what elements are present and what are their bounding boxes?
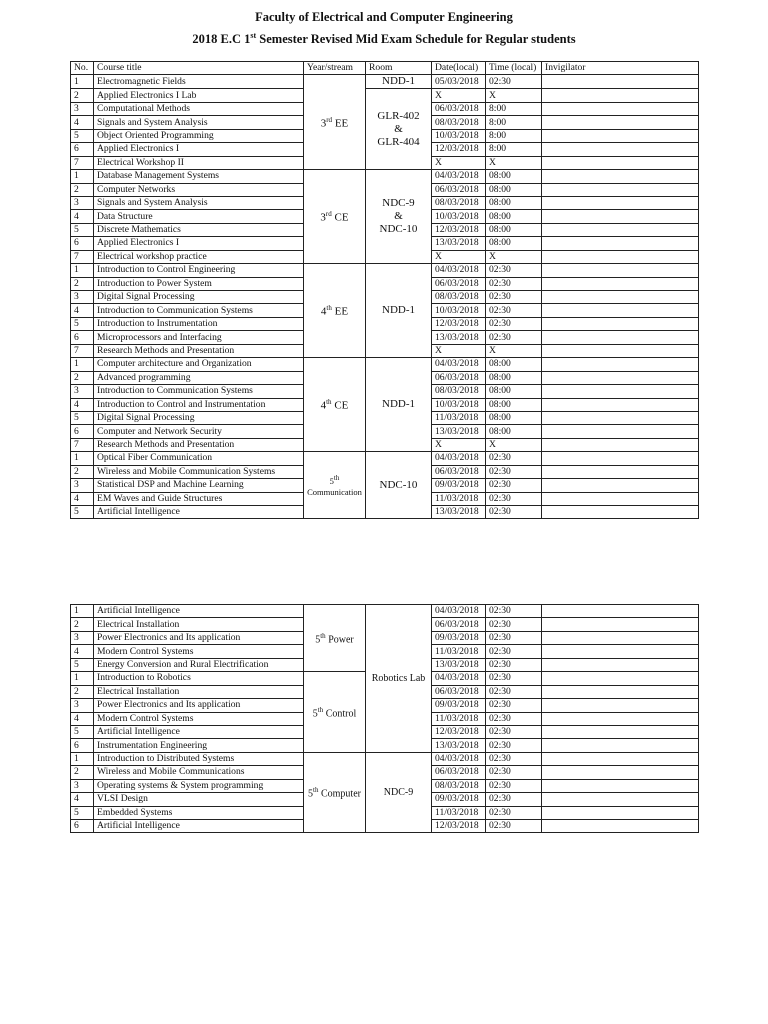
course-title: Signals and System Analysis	[94, 196, 304, 209]
course-title: VLSI Design	[94, 793, 304, 806]
course-number: 6	[71, 425, 94, 438]
exam-time: 02:30	[486, 291, 542, 304]
invigilator	[542, 631, 699, 644]
invigilator	[542, 793, 699, 806]
exam-date: 13/03/2018	[432, 658, 486, 671]
course-title: Introduction to Control and Instrumentation	[94, 398, 304, 411]
exam-date: 08/03/2018	[432, 196, 486, 209]
exam-date: 10/03/2018	[432, 398, 486, 411]
course-number: 2	[71, 89, 94, 102]
exam-time: 02:30	[486, 605, 542, 618]
course-number: 1	[71, 672, 94, 685]
exam-date: 08/03/2018	[432, 385, 486, 398]
document-subtitle: 2018 E.C 1st Semester Revised Mid Exam Schedule for Regular students	[192, 31, 576, 47]
invigilator	[542, 371, 699, 384]
course-number: 5	[71, 725, 94, 738]
course-number: 2	[71, 371, 94, 384]
exam-date: X	[432, 156, 486, 169]
invigilator	[542, 250, 699, 263]
course-number: 4	[71, 645, 94, 658]
invigilator	[542, 75, 699, 89]
course-title: Wireless and Mobile Communication Systems	[94, 465, 304, 478]
course-number: 5	[71, 317, 94, 330]
course-title: Digital Signal Processing	[94, 291, 304, 304]
course-number: 5	[71, 223, 94, 236]
exam-date: 11/03/2018	[432, 806, 486, 819]
exam-date: 11/03/2018	[432, 645, 486, 658]
invigilator	[542, 223, 699, 236]
course-title: Applied Electronics I	[94, 237, 304, 250]
course-title: Introduction to Distributed Systems	[94, 752, 304, 765]
invigilator	[542, 317, 699, 330]
course-number: 5	[71, 129, 94, 142]
exam-date: 09/03/2018	[432, 793, 486, 806]
exam-date: 06/03/2018	[432, 102, 486, 115]
invigilator	[542, 492, 699, 505]
column-header: Room	[366, 62, 432, 75]
room-cell: NDC-9	[366, 752, 432, 833]
exam-time: 08:00	[486, 371, 542, 384]
course-number: 6	[71, 820, 94, 833]
course-number: 4	[71, 116, 94, 129]
exam-time: 08:00	[486, 223, 542, 236]
course-title: Database Management Systems	[94, 170, 304, 183]
exam-time: 08:00	[486, 210, 542, 223]
exam-time: 02:30	[486, 658, 542, 671]
exam-time: 8:00	[486, 143, 542, 156]
exam-date: 10/03/2018	[432, 210, 486, 223]
course-title: Research Methods and Presentation	[94, 344, 304, 357]
course-title: Operating systems & System programming	[94, 779, 304, 792]
course-number: 6	[71, 739, 94, 752]
exam-date: 06/03/2018	[432, 618, 486, 631]
course-title: Electrical Installation	[94, 618, 304, 631]
exam-time: 02:30	[486, 331, 542, 344]
course-title: Signals and System Analysis	[94, 116, 304, 129]
year-stream-cell: 5th Control	[304, 672, 366, 753]
invigilator	[542, 806, 699, 819]
room-cell: GLR-402 & GLR-404	[366, 89, 432, 170]
course-title: Computer Networks	[94, 183, 304, 196]
table-row	[71, 605, 699, 618]
invigilator	[542, 672, 699, 685]
exam-time: X	[486, 156, 542, 169]
course-number: 5	[71, 411, 94, 424]
course-title: Electrical Workshop II	[94, 156, 304, 169]
course-title: Computer and Network Security	[94, 425, 304, 438]
course-title: Advanced programming	[94, 371, 304, 384]
exam-time: 02:30	[486, 304, 542, 317]
year-stream-cell: 4th CE	[304, 358, 366, 452]
exam-date: 11/03/2018	[432, 712, 486, 725]
course-title: Modern Control Systems	[94, 712, 304, 725]
course-number: 4	[71, 712, 94, 725]
exam-time: 02:30	[486, 264, 542, 277]
course-number: 1	[71, 358, 94, 371]
course-number: 3	[71, 291, 94, 304]
exam-time: 02:30	[486, 793, 542, 806]
invigilator	[542, 143, 699, 156]
exam-time: 02:30	[486, 465, 542, 478]
exam-time: X	[486, 438, 542, 451]
year-stream-cell: 5th Power	[304, 605, 366, 672]
invigilator	[542, 129, 699, 142]
course-title: Introduction to Power System	[94, 277, 304, 290]
column-header: Time (local)	[486, 62, 542, 75]
invigilator	[542, 385, 699, 398]
course-title: Power Electronics and Its application	[94, 631, 304, 644]
course-title: Introduction to Instrumentation	[94, 317, 304, 330]
course-number: 1	[71, 264, 94, 277]
course-number: 2	[71, 766, 94, 779]
exam-schedule-table-1	[70, 61, 699, 519]
exam-time: 08:00	[486, 398, 542, 411]
invigilator	[542, 752, 699, 765]
exam-date: 12/03/2018	[432, 223, 486, 236]
course-title: Power Electronics and Its application	[94, 699, 304, 712]
invigilator	[542, 304, 699, 317]
exam-time: 02:30	[486, 712, 542, 725]
exam-time: 02:30	[486, 317, 542, 330]
invigilator	[542, 739, 699, 752]
invigilator	[542, 183, 699, 196]
invigilator	[542, 465, 699, 478]
exam-date: 09/03/2018	[432, 631, 486, 644]
invigilator	[542, 398, 699, 411]
course-title: Digital Signal Processing	[94, 411, 304, 424]
column-header: Date(local)	[432, 62, 486, 75]
course-title: Object Oriented Programming	[94, 129, 304, 142]
course-number: 4	[71, 210, 94, 223]
exam-time: 02:30	[486, 672, 542, 685]
course-number: 5	[71, 806, 94, 819]
exam-time: 02:30	[486, 452, 542, 465]
course-number: 2	[71, 618, 94, 631]
table-row	[71, 264, 699, 277]
exam-date: 06/03/2018	[432, 766, 486, 779]
course-number: 4	[71, 304, 94, 317]
column-header: No.	[71, 62, 94, 75]
course-number: 3	[71, 631, 94, 644]
exam-date: 12/03/2018	[432, 143, 486, 156]
exam-time: 02:30	[486, 739, 542, 752]
exam-time: 8:00	[486, 102, 542, 115]
course-title: Optical Fiber Communication	[94, 452, 304, 465]
course-title: Electrical workshop practice	[94, 250, 304, 263]
room-cell: NDD-1	[366, 264, 432, 358]
course-title: Microprocessors and Interfacing	[94, 331, 304, 344]
exam-time: 08:00	[486, 183, 542, 196]
exam-time: 08:00	[486, 196, 542, 209]
exam-date: 13/03/2018	[432, 739, 486, 752]
invigilator	[542, 618, 699, 631]
invigilator	[542, 344, 699, 357]
course-number: 7	[71, 438, 94, 451]
exam-time: 02:30	[486, 685, 542, 698]
exam-date: 08/03/2018	[432, 291, 486, 304]
year-stream-cell: 5th Communication	[304, 452, 366, 519]
exam-date: 06/03/2018	[432, 371, 486, 384]
exam-time: 8:00	[486, 116, 542, 129]
exam-time: 02:30	[486, 820, 542, 833]
exam-date: 08/03/2018	[432, 116, 486, 129]
exam-date: 10/03/2018	[432, 304, 486, 317]
course-title: EM Waves and Guide Structures	[94, 492, 304, 505]
course-number: 6	[71, 143, 94, 156]
exam-date: X	[432, 250, 486, 263]
course-number: 7	[71, 156, 94, 169]
exam-time: 02:30	[486, 506, 542, 519]
exam-date: 11/03/2018	[432, 492, 486, 505]
course-title: Introduction to Control Engineering	[94, 264, 304, 277]
course-number: 2	[71, 183, 94, 196]
course-title: Statistical DSP and Machine Learning	[94, 479, 304, 492]
course-number: 3	[71, 102, 94, 115]
exam-date: X	[432, 89, 486, 102]
invigilator	[542, 89, 699, 102]
course-number: 1	[71, 452, 94, 465]
table-row	[71, 75, 699, 89]
exam-time: 02:30	[486, 479, 542, 492]
table-header-row	[71, 62, 699, 75]
invigilator	[542, 237, 699, 250]
exam-date: 13/03/2018	[432, 425, 486, 438]
course-number: 2	[71, 465, 94, 478]
exam-time: 02:30	[486, 75, 542, 89]
invigilator	[542, 820, 699, 833]
exam-time: 02:30	[486, 631, 542, 644]
invigilator	[542, 699, 699, 712]
exam-time: 08:00	[486, 358, 542, 371]
exam-schedule-table-2	[70, 604, 699, 833]
table-row	[71, 452, 699, 465]
exam-time: 02:30	[486, 699, 542, 712]
exam-date: 04/03/2018	[432, 452, 486, 465]
invigilator	[542, 277, 699, 290]
exam-date: 13/03/2018	[432, 237, 486, 250]
exam-date: 09/03/2018	[432, 479, 486, 492]
invigilator	[542, 425, 699, 438]
course-title: Electrical Installation	[94, 685, 304, 698]
invigilator	[542, 725, 699, 738]
exam-date: X	[432, 344, 486, 357]
invigilator	[542, 712, 699, 725]
exam-date: 06/03/2018	[432, 277, 486, 290]
column-header: Course title	[94, 62, 304, 75]
year-stream-cell: 5th Computer	[304, 752, 366, 833]
exam-date: 06/03/2018	[432, 465, 486, 478]
exam-time: 02:30	[486, 277, 542, 290]
invigilator	[542, 479, 699, 492]
exam-date: 13/03/2018	[432, 506, 486, 519]
exam-date: 12/03/2018	[432, 725, 486, 738]
column-header: Year/stream	[304, 62, 366, 75]
course-title: Energy Conversion and Rural Electrification	[94, 658, 304, 671]
table-row	[71, 89, 699, 102]
course-title: Introduction to Communication Systems	[94, 385, 304, 398]
course-number: 4	[71, 398, 94, 411]
invigilator	[542, 438, 699, 451]
exam-date: 04/03/2018	[432, 752, 486, 765]
year-stream-cell: 3rd EE	[304, 75, 366, 170]
exam-time: 08:00	[486, 170, 542, 183]
exam-date: 11/03/2018	[432, 411, 486, 424]
room-cell: Robotics Lab	[366, 605, 432, 753]
exam-date: X	[432, 438, 486, 451]
exam-time: 08:00	[486, 411, 542, 424]
course-number: 1	[71, 75, 94, 89]
course-number: 3	[71, 479, 94, 492]
invigilator	[542, 331, 699, 344]
invigilator	[542, 291, 699, 304]
room-cell: NDC-9 & NDC-10	[366, 170, 432, 264]
invigilator	[542, 196, 699, 209]
exam-time: 02:30	[486, 725, 542, 738]
course-number: 5	[71, 658, 94, 671]
invigilator	[542, 210, 699, 223]
course-title: Artificial Intelligence	[94, 506, 304, 519]
invigilator	[542, 358, 699, 371]
table-row	[71, 752, 699, 765]
course-number: 5	[71, 506, 94, 519]
exam-date: 09/03/2018	[432, 699, 486, 712]
course-title: Data Structure	[94, 210, 304, 223]
course-number: 2	[71, 277, 94, 290]
exam-date: 12/03/2018	[432, 820, 486, 833]
exam-time: X	[486, 344, 542, 357]
document-title: Faculty of Electrical and Computer Engineering	[255, 10, 513, 24]
course-title: Modern Control Systems	[94, 645, 304, 658]
table-row	[71, 170, 699, 183]
course-title: Introduction to Communication Systems	[94, 304, 304, 317]
course-number: 4	[71, 492, 94, 505]
year-stream-cell: 3rd CE	[304, 170, 366, 264]
invigilator	[542, 658, 699, 671]
course-title: Applied Electronics I Lab	[94, 89, 304, 102]
invigilator	[542, 766, 699, 779]
course-number: 7	[71, 344, 94, 357]
course-title: Wireless and Mobile Communications	[94, 766, 304, 779]
course-title: Research Methods and Presentation	[94, 438, 304, 451]
course-title: Artificial Intelligence	[94, 820, 304, 833]
course-number: 6	[71, 331, 94, 344]
course-number: 7	[71, 250, 94, 263]
invigilator	[542, 411, 699, 424]
invigilator	[542, 645, 699, 658]
room-cell: NDD-1	[366, 358, 432, 452]
room-cell: NDC-10	[366, 452, 432, 519]
exam-time: 02:30	[486, 492, 542, 505]
course-title: Embedded Systems	[94, 806, 304, 819]
year-stream-cell: 4th EE	[304, 264, 366, 358]
course-title: Artificial Intelligence	[94, 605, 304, 618]
exam-date: 10/03/2018	[432, 129, 486, 142]
course-number: 4	[71, 793, 94, 806]
exam-time: 08:00	[486, 425, 542, 438]
invigilator	[542, 452, 699, 465]
course-number: 3	[71, 779, 94, 792]
course-number: 1	[71, 170, 94, 183]
invigilator	[542, 170, 699, 183]
invigilator	[542, 116, 699, 129]
exam-time: X	[486, 89, 542, 102]
invigilator	[542, 506, 699, 519]
exam-time: 02:30	[486, 618, 542, 631]
course-title: Artificial Intelligence	[94, 725, 304, 738]
course-title: Applied Electronics I	[94, 143, 304, 156]
course-title: Introduction to Robotics	[94, 672, 304, 685]
course-number: 1	[71, 605, 94, 618]
invigilator	[542, 264, 699, 277]
exam-date: 04/03/2018	[432, 358, 486, 371]
invigilator	[542, 156, 699, 169]
exam-time: 02:30	[486, 752, 542, 765]
course-number: 3	[71, 196, 94, 209]
exam-time: 08:00	[486, 385, 542, 398]
invigilator	[542, 779, 699, 792]
invigilator	[542, 102, 699, 115]
exam-time: 08:00	[486, 237, 542, 250]
exam-date: 05/03/2018	[432, 75, 486, 89]
course-title: Computational Methods	[94, 102, 304, 115]
exam-time: 02:30	[486, 766, 542, 779]
course-title: Instrumentation Engineering	[94, 739, 304, 752]
column-header: Invigilator	[542, 62, 699, 75]
exam-date: 04/03/2018	[432, 672, 486, 685]
invigilator	[542, 605, 699, 618]
exam-date: 08/03/2018	[432, 779, 486, 792]
course-title: Electromagnetic Fields	[94, 75, 304, 89]
exam-date: 04/03/2018	[432, 605, 486, 618]
course-title: Discrete Mathematics	[94, 223, 304, 236]
course-number: 6	[71, 237, 94, 250]
course-number: 3	[71, 699, 94, 712]
exam-time: 02:30	[486, 779, 542, 792]
course-number: 1	[71, 752, 94, 765]
exam-date: 13/03/2018	[432, 331, 486, 344]
invigilator	[542, 685, 699, 698]
room-cell: NDD-1	[366, 75, 432, 89]
course-number: 2	[71, 685, 94, 698]
course-number: 3	[71, 385, 94, 398]
exam-time: 02:30	[486, 806, 542, 819]
exam-time: 02:30	[486, 645, 542, 658]
exam-time: X	[486, 250, 542, 263]
exam-date: 06/03/2018	[432, 183, 486, 196]
exam-date: 12/03/2018	[432, 317, 486, 330]
exam-time: 8:00	[486, 129, 542, 142]
course-title: Computer architecture and Organization	[94, 358, 304, 371]
exam-date: 04/03/2018	[432, 170, 486, 183]
exam-date: 06/03/2018	[432, 685, 486, 698]
table-row	[71, 358, 699, 371]
exam-date: 04/03/2018	[432, 264, 486, 277]
